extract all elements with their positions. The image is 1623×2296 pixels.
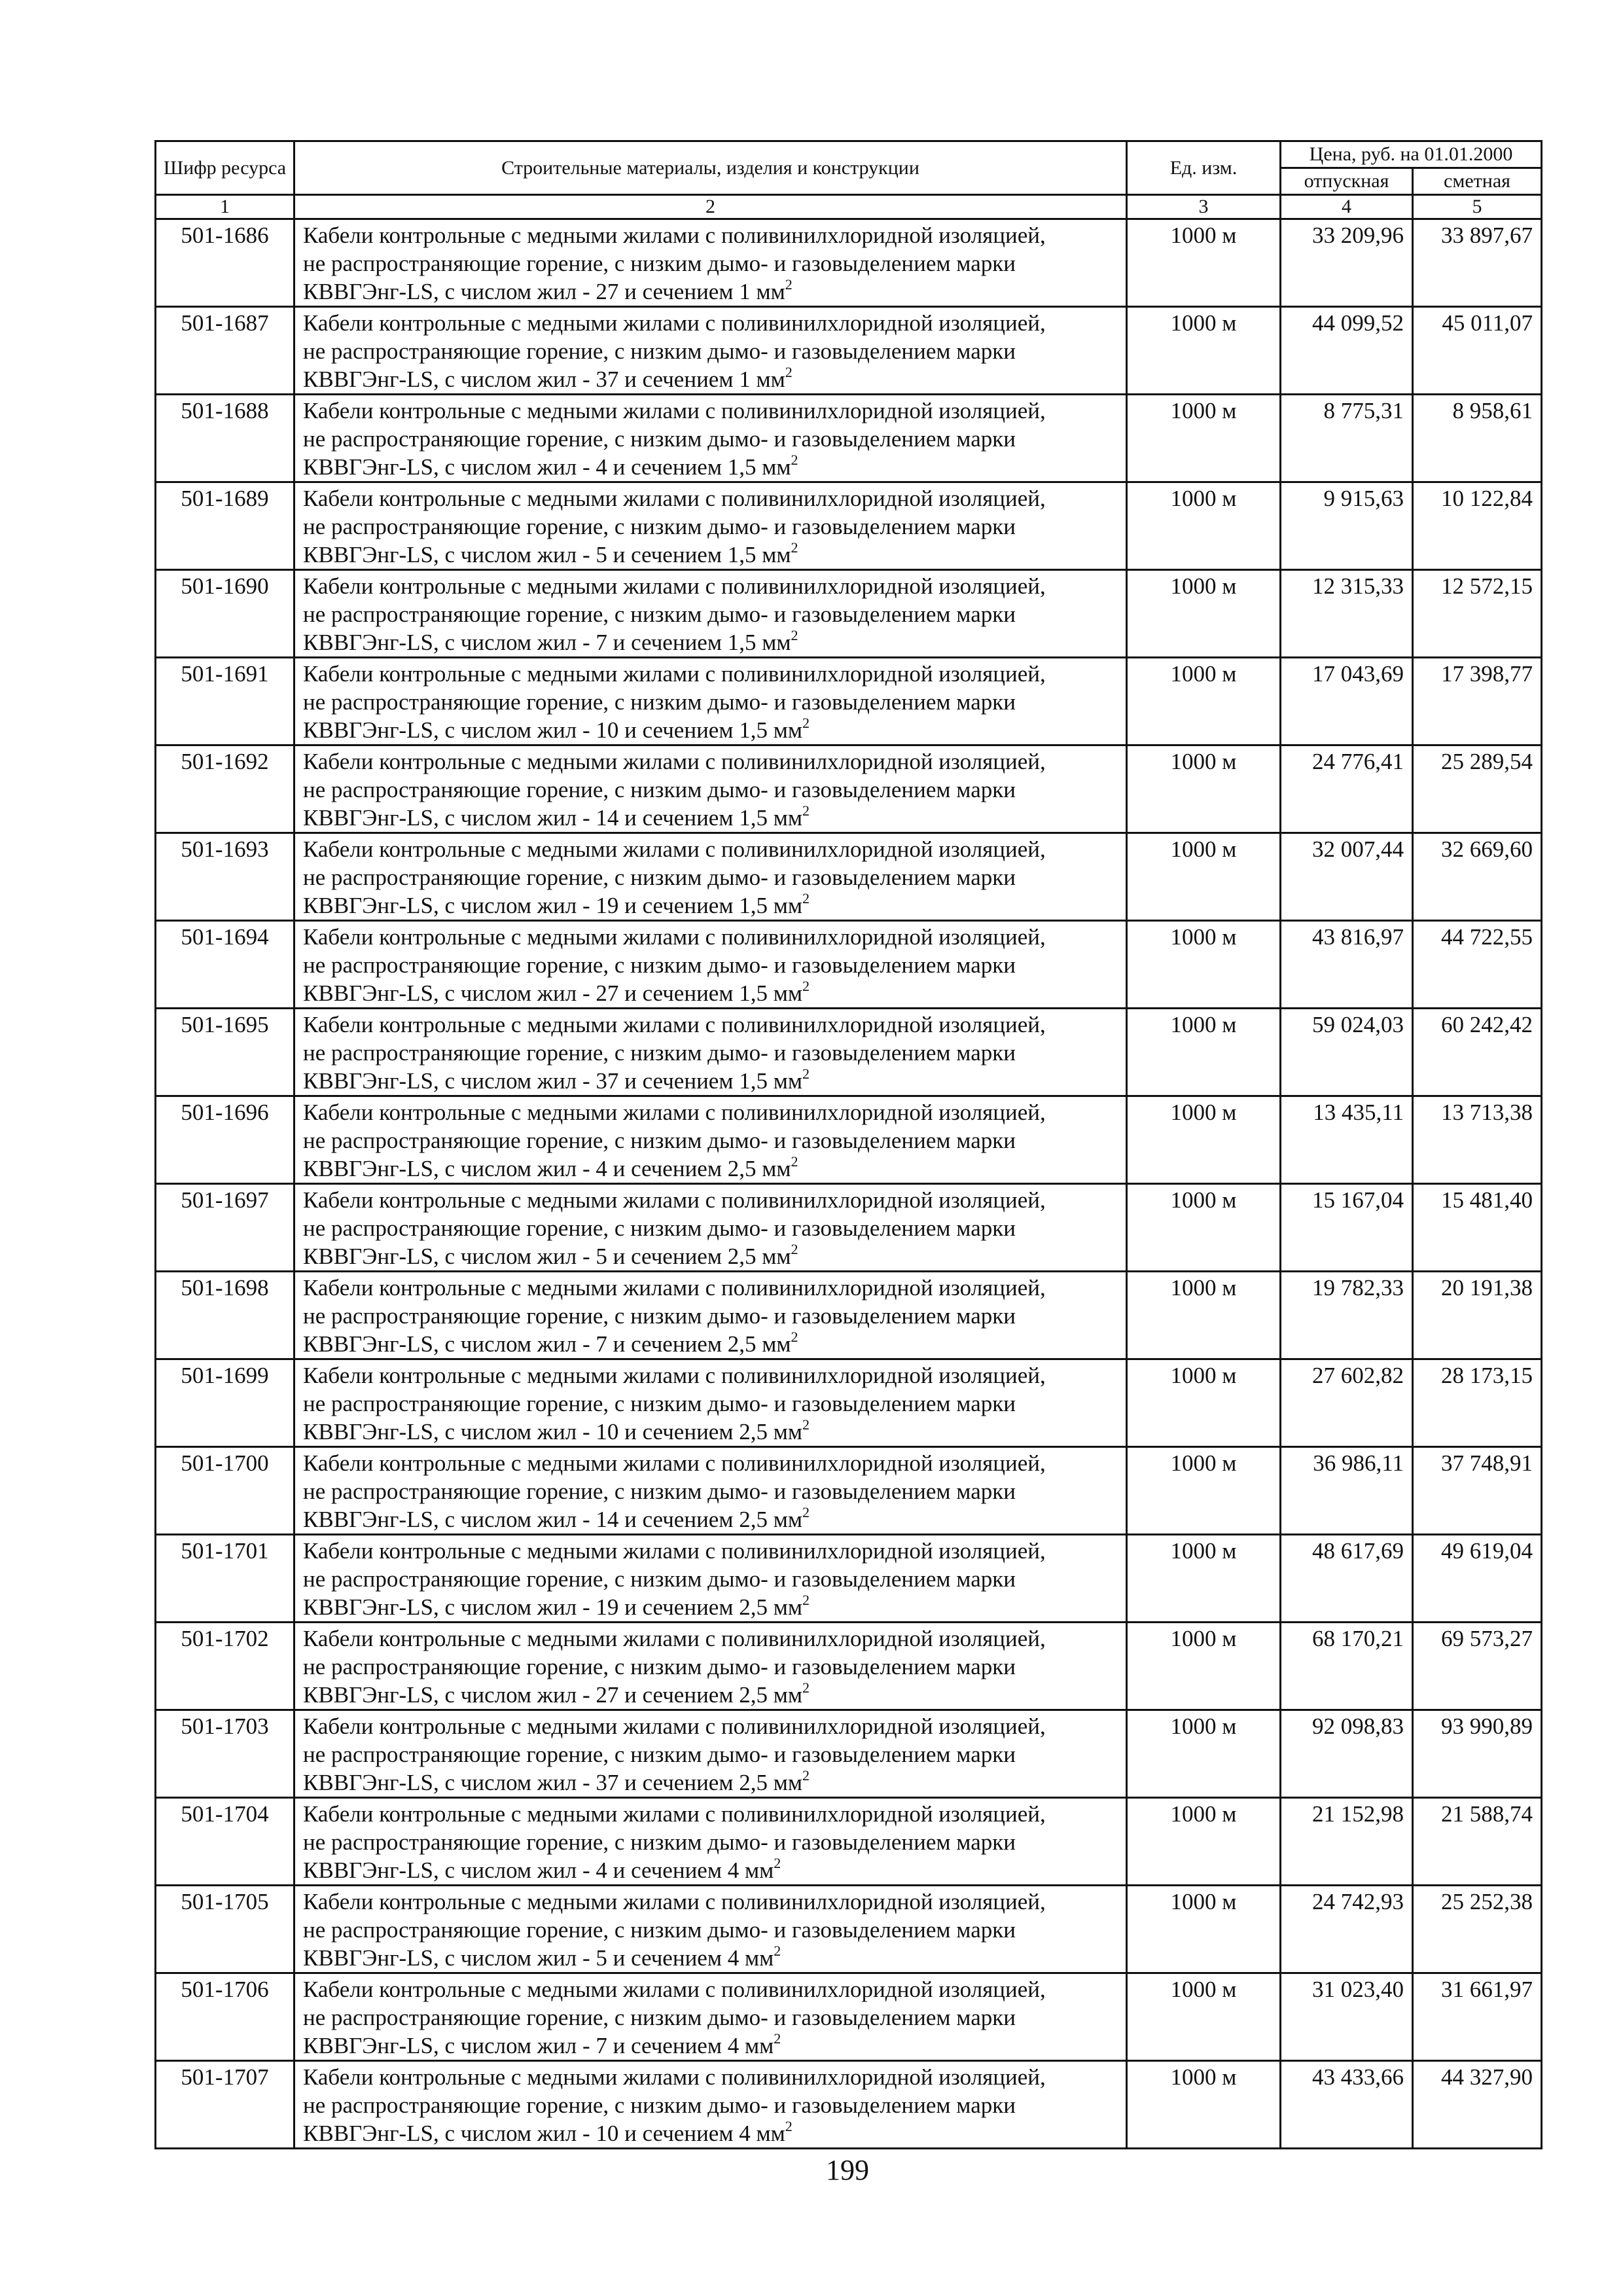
description-line: Кабели контрольные с медными жилами с поливинилхлоридной изоляцией, xyxy=(303,1626,1046,1651)
unit-of-measure: 1000 м xyxy=(1127,1447,1281,1535)
description-line: Кабели контрольные с медными жилами с поливинилхлоридной изоляцией, xyxy=(303,1012,1046,1037)
unit-of-measure: 1000 м xyxy=(1127,745,1281,833)
price-estimate: 20 191,38 xyxy=(1413,1272,1542,1359)
price-release: 13 435,11 xyxy=(1281,1096,1413,1184)
description-line-last xyxy=(303,278,1119,306)
material-description xyxy=(294,1886,1127,1973)
unit-of-measure: 1000 м xyxy=(1127,1272,1281,1359)
description-line-last xyxy=(303,2032,1119,2060)
resource-code: 501-1701 xyxy=(156,1535,294,1623)
unit-of-measure: 1000 м xyxy=(1127,1973,1281,2061)
price-estimate: 28 173,15 xyxy=(1413,1359,1542,1447)
price-release: 33 209,96 xyxy=(1281,219,1413,307)
unit-of-measure: 1000 м xyxy=(1127,1710,1281,1798)
price-estimate: 60 242,42 xyxy=(1413,1009,1542,1096)
description-line: не распространяющие горение, с низким дымо- и газовыделением марки xyxy=(303,2092,1016,2118)
description-line: не распространяющие горение, с низким дымо- и газовыделением марки xyxy=(303,1040,1016,1066)
description-text: КВВГЭнг-LS, с числом жил - 7 и сечением 4 мм xyxy=(303,2033,774,2058)
description-line: Кабели контрольные с медными жилами с поливинилхлоридной изоляцией, xyxy=(303,1538,1046,1564)
unit-superscript: 2 xyxy=(802,1066,810,1083)
material-description xyxy=(294,833,1127,921)
price-estimate: 37 748,91 xyxy=(1413,1447,1542,1535)
price-estimate: 93 990,89 xyxy=(1413,1710,1542,1798)
description-line: Кабели контрольные с медными жилами с поливинилхлоридной изоляцией, xyxy=(303,1801,1046,1827)
price-estimate: 45 011,07 xyxy=(1413,307,1542,395)
resource-code: 501-1696 xyxy=(156,1096,294,1184)
description-line: Кабели контрольные с медными жилами с поливинилхлоридной изоляцией, xyxy=(303,223,1046,248)
description-text: КВВГЭнг-LS, с числом жил - 5 и сечением 4 мм xyxy=(303,1945,774,1971)
material-description xyxy=(294,921,1127,1009)
description-line-last xyxy=(303,1330,1119,1358)
description-line: не распространяющие горение, с низким дымо- и газовыделением марки xyxy=(303,1391,1016,1416)
description-line: Кабели контрольные с медными жилами с поливинилхлоридной изоляцией, xyxy=(303,2064,1046,2090)
resource-code: 501-1691 xyxy=(156,658,294,745)
description-line: Кабели контрольные с медными жилами с поливинилхлоридной изоляцией, xyxy=(303,573,1046,599)
table-row xyxy=(156,921,1542,1009)
resource-code: 501-1699 xyxy=(156,1359,294,1447)
description-line-last xyxy=(303,891,1119,920)
unit-of-measure: 1000 м xyxy=(1127,2061,1281,2149)
material-description xyxy=(294,482,1127,570)
description-line: не распространяющие горение, с низким дымо- и газовыделением марки xyxy=(303,865,1016,890)
material-description xyxy=(294,1447,1127,1535)
resource-code: 501-1692 xyxy=(156,745,294,833)
material-description xyxy=(294,1623,1127,1710)
unit-superscript: 2 xyxy=(785,276,793,293)
description-line: не распространяющие горение, с низким дымо- и газовыделением марки xyxy=(303,777,1016,802)
description-line-last xyxy=(303,1856,1119,1884)
description-text: КВВГЭнг-LS, с числом жил - 14 и сечением 2,5 мм xyxy=(303,1507,803,1532)
description-line-last xyxy=(303,1155,1119,1183)
description-text: КВВГЭнг-LS, с числом жил - 7 и сечением 1,5 мм xyxy=(303,630,791,655)
material-description xyxy=(294,570,1127,658)
price-release: 36 986,11 xyxy=(1281,1447,1413,1535)
unit-superscript: 2 xyxy=(785,364,793,381)
unit-superscript: 2 xyxy=(802,890,810,907)
table-row xyxy=(156,1710,1542,1798)
description-line: Кабели контрольные с медными жилами с поливинилхлоридной изоляцией, xyxy=(303,398,1046,423)
table-row xyxy=(156,570,1542,658)
price-estimate: 33 897,67 xyxy=(1413,219,1542,307)
material-description xyxy=(294,1096,1127,1184)
material-description xyxy=(294,219,1127,307)
unit-superscript: 2 xyxy=(802,1416,810,1433)
material-description xyxy=(294,307,1127,395)
price-release: 68 170,21 xyxy=(1281,1623,1413,1710)
price-estimate: 10 122,84 xyxy=(1413,482,1542,570)
price-release: 43 433,66 xyxy=(1281,2061,1413,2149)
description-line: не распространяющие горение, с низким дымо- и газовыделением марки xyxy=(303,1654,1016,1679)
description-text: КВВГЭнг-LS, с числом жил - 7 и сечением 2,5 мм xyxy=(303,1331,791,1357)
resource-code: 501-1688 xyxy=(156,395,294,482)
price-estimate: 12 572,15 xyxy=(1413,570,1542,658)
resource-code: 501-1694 xyxy=(156,921,294,1009)
resource-code: 501-1700 xyxy=(156,1447,294,1535)
table-row xyxy=(156,1009,1542,1096)
header-col-number: 1 xyxy=(156,195,294,219)
price-release: 92 098,83 xyxy=(1281,1710,1413,1798)
header-code: Шифр ресурса xyxy=(156,141,294,195)
header-col-number: 5 xyxy=(1413,195,1542,219)
material-description xyxy=(294,745,1127,833)
description-text: КВВГЭнг-LS, с числом жил - 27 и сечением 1 мм xyxy=(303,279,785,304)
description-line: Кабели контрольные с медными жилами с поливинилхлоридной изоляцией, xyxy=(303,1889,1046,1914)
page-number: 199 xyxy=(826,2154,869,2186)
description-line-last xyxy=(303,628,1119,656)
unit-of-measure: 1000 м xyxy=(1127,482,1281,570)
description-line-last xyxy=(303,804,1119,832)
price-release: 59 024,03 xyxy=(1281,1009,1413,1096)
resource-code: 501-1693 xyxy=(156,833,294,921)
resource-code: 501-1702 xyxy=(156,1623,294,1710)
unit-superscript: 2 xyxy=(802,1679,810,1696)
table-row xyxy=(156,1096,1542,1184)
description-line: Кабели контрольные с медными жилами с поливинилхлоридной изоляцией, xyxy=(303,661,1046,687)
price-release: 24 742,93 xyxy=(1281,1886,1413,1973)
unit-superscript: 2 xyxy=(791,1153,798,1170)
header-price-estimate: сметная xyxy=(1413,168,1542,195)
material-description xyxy=(294,1973,1127,2061)
resource-code: 501-1707 xyxy=(156,2061,294,2149)
description-text: КВВГЭнг-LS, с числом жил - 4 и сечением 4 мм xyxy=(303,1857,774,1883)
unit-superscript: 2 xyxy=(791,1241,798,1258)
table-row xyxy=(156,1798,1542,1886)
description-text: КВВГЭнг-LS, с числом жил - 27 и сечением 1,5 мм xyxy=(303,980,803,1006)
description-line: не распространяющие горение, с низким дымо- и газовыделением марки xyxy=(303,1917,1016,1943)
description-line: Кабели контрольные с медными жилами с поливинилхлоридной изоляцией, xyxy=(303,486,1046,511)
description-text: КВВГЭнг-LS, с числом жил - 37 и сечением 1 мм xyxy=(303,367,785,392)
description-line-last xyxy=(303,1242,1119,1270)
resource-code: 501-1704 xyxy=(156,1798,294,1886)
price-estimate: 31 661,97 xyxy=(1413,1973,1542,2061)
resource-code: 501-1689 xyxy=(156,482,294,570)
description-text: КВВГЭнг-LS, с числом жил - 10 и сечением 4 мм xyxy=(303,2121,785,2146)
resource-code: 501-1703 xyxy=(156,1710,294,1798)
material-description xyxy=(294,1535,1127,1623)
resource-code: 501-1695 xyxy=(156,1009,294,1096)
resource-code: 501-1705 xyxy=(156,1886,294,1973)
table-row xyxy=(156,658,1542,745)
price-release: 32 007,44 xyxy=(1281,833,1413,921)
header-unit: Ед. изм. xyxy=(1127,141,1281,195)
description-line: не распространяющие горение, с низким дымо- и газовыделением марки xyxy=(303,1479,1016,1504)
description-line-last xyxy=(303,979,1119,1007)
table-row xyxy=(156,1886,1542,1973)
description-line: Кабели контрольные с медными жилами с поливинилхлоридной изоляцией, xyxy=(303,1977,1046,2002)
description-line-last xyxy=(303,1944,1119,1972)
header-price-release: отпускная xyxy=(1281,168,1413,195)
unit-of-measure: 1000 м xyxy=(1127,1359,1281,1447)
unit-superscript: 2 xyxy=(774,2030,781,2047)
resource-code: 501-1698 xyxy=(156,1272,294,1359)
material-description xyxy=(294,1710,1127,1798)
material-description xyxy=(294,1184,1127,1272)
unit-of-measure: 1000 м xyxy=(1127,658,1281,745)
unit-of-measure: 1000 м xyxy=(1127,1096,1281,1184)
table-row xyxy=(156,1447,1542,1535)
price-release: 48 617,69 xyxy=(1281,1535,1413,1623)
table-row xyxy=(156,2061,1542,2149)
description-text: КВВГЭнг-LS, с числом жил - 10 и сечением 1,5 мм xyxy=(303,717,803,743)
price-estimate: 44 722,55 xyxy=(1413,921,1542,1009)
description-line: Кабели контрольные с медными жилами с поливинилхлоридной изоляцией, xyxy=(303,1100,1046,1125)
description-text: КВВГЭнг-LS, с числом жил - 10 и сечением 2,5 мм xyxy=(303,1419,803,1444)
description-line-last xyxy=(303,1768,1119,1797)
description-line-last xyxy=(303,2119,1119,2147)
material-description xyxy=(294,395,1127,482)
description-line-last xyxy=(303,365,1119,393)
description-text: КВВГЭнг-LS, с числом жил - 5 и сечением 2,5 мм xyxy=(303,1244,791,1269)
unit-superscript: 2 xyxy=(791,452,798,469)
price-release: 44 099,52 xyxy=(1281,307,1413,395)
unit-superscript: 2 xyxy=(791,1329,798,1346)
material-description xyxy=(294,1798,1127,1886)
table-row xyxy=(156,1272,1542,1359)
header-col-number: 3 xyxy=(1127,195,1281,219)
description-line: не распространяющие горение, с низким дымо- и газовыделением марки xyxy=(303,514,1016,539)
material-description xyxy=(294,1009,1127,1096)
material-description xyxy=(294,1359,1127,1447)
price-estimate: 49 619,04 xyxy=(1413,1535,1542,1623)
table-row xyxy=(156,219,1542,307)
price-release: 15 167,04 xyxy=(1281,1184,1413,1272)
unit-of-measure: 1000 м xyxy=(1127,1184,1281,1272)
header-col-number: 4 xyxy=(1281,195,1413,219)
resource-code: 501-1686 xyxy=(156,219,294,307)
price-estimate: 25 252,38 xyxy=(1413,1886,1542,1973)
unit-superscript: 2 xyxy=(802,715,810,732)
unit-superscript: 2 xyxy=(774,1943,781,1960)
table-row xyxy=(156,1535,1542,1623)
price-estimate: 17 398,77 xyxy=(1413,658,1542,745)
table-row xyxy=(156,482,1542,570)
price-estimate: 44 327,90 xyxy=(1413,2061,1542,2149)
description-line: Кабели контрольные с медными жилами с поливинилхлоридной изоляцией, xyxy=(303,1363,1046,1388)
unit-superscript: 2 xyxy=(785,2118,793,2135)
price-release: 12 315,33 xyxy=(1281,570,1413,658)
unit-of-measure: 1000 м xyxy=(1127,1623,1281,1710)
resource-code: 501-1706 xyxy=(156,1973,294,2061)
description-line: не распространяющие горение, с низким дымо- и газовыделением марки xyxy=(303,1742,1016,1767)
description-line-last xyxy=(303,1681,1119,1709)
description-line: не распространяющие горение, с низким дымо- и газовыделением марки xyxy=(303,2005,1016,2030)
description-text: КВВГЭнг-LS, с числом жил - 19 и сечением 2,5 мм xyxy=(303,1594,803,1620)
table-body xyxy=(156,219,1542,2149)
description-line-last xyxy=(303,1418,1119,1446)
unit-of-measure: 1000 м xyxy=(1127,219,1281,307)
unit-of-measure: 1000 м xyxy=(1127,570,1281,658)
description-text: КВВГЭнг-LS, с числом жил - 14 и сечением 1,5 мм xyxy=(303,805,803,831)
description-text: КВВГЭнг-LS, с числом жил - 27 и сечением 2,5 мм xyxy=(303,1682,803,1708)
unit-of-measure: 1000 м xyxy=(1127,395,1281,482)
table-row xyxy=(156,307,1542,395)
description-line-last xyxy=(303,453,1119,481)
description-line-last xyxy=(303,1505,1119,1534)
price-estimate: 13 713,38 xyxy=(1413,1096,1542,1184)
description-line: Кабели контрольные с медными жилами с поливинилхлоридной изоляцией, xyxy=(303,749,1046,774)
table-row xyxy=(156,1973,1542,2061)
material-description xyxy=(294,2061,1127,2149)
price-release: 17 043,69 xyxy=(1281,658,1413,745)
resource-code: 501-1690 xyxy=(156,570,294,658)
table-row xyxy=(156,1359,1542,1447)
table-row xyxy=(156,745,1542,833)
description-text: КВВГЭнг-LS, с числом жил - 37 и сечением 1,5 мм xyxy=(303,1068,803,1094)
header-col-number: 2 xyxy=(294,195,1127,219)
description-line: не распространяющие горение, с низким дымо- и газовыделением марки xyxy=(303,1566,1016,1592)
table-row xyxy=(156,395,1542,482)
unit-superscript: 2 xyxy=(802,1592,810,1609)
description-line-last xyxy=(303,541,1119,569)
description-line-last xyxy=(303,716,1119,744)
price-estimate: 21 588,74 xyxy=(1413,1798,1542,1886)
description-line: не распространяющие горение, с низким дымо- и газовыделением марки xyxy=(303,251,1016,276)
unit-of-measure: 1000 м xyxy=(1127,1009,1281,1096)
description-line: Кабели контрольные с медными жилами с поливинилхлоридной изоляцией, xyxy=(303,310,1046,336)
unit-of-measure: 1000 м xyxy=(1127,1535,1281,1623)
description-line: не распространяющие горение, с низким дымо- и газовыделением марки xyxy=(303,1303,1016,1329)
description-line: не распространяющие горение, с низким дымо- и газовыделением марки xyxy=(303,689,1016,715)
table-header xyxy=(156,141,1542,219)
price-release: 9 915,63 xyxy=(1281,482,1413,570)
description-line: Кабели контрольные с медными жилами с поливинилхлоридной изоляцией, xyxy=(303,836,1046,862)
description-line-last xyxy=(303,1593,1119,1621)
price-release: 21 152,98 xyxy=(1281,1798,1413,1886)
header-price-group: Цена, руб. на 01.01.2000 xyxy=(1281,141,1542,168)
unit-superscript: 2 xyxy=(802,978,810,995)
unit-superscript: 2 xyxy=(802,802,810,819)
price-estimate: 69 573,27 xyxy=(1413,1623,1542,1710)
price-release: 43 816,97 xyxy=(1281,921,1413,1009)
description-line: не распространяющие горение, с низким дымо- и газовыделением марки xyxy=(303,601,1016,627)
description-line: Кабели контрольные с медными жилами с поливинилхлоридной изоляцией, xyxy=(303,1187,1046,1213)
unit-of-measure: 1000 м xyxy=(1127,921,1281,1009)
price-release: 19 782,33 xyxy=(1281,1272,1413,1359)
unit-superscript: 2 xyxy=(802,1767,810,1784)
resource-code: 501-1697 xyxy=(156,1184,294,1272)
description-line: не распространяющие горение, с низким дымо- и газовыделением марки xyxy=(303,952,1016,978)
price-estimate: 25 289,54 xyxy=(1413,745,1542,833)
description-line: Кабели контрольные с медными жилами с поливинилхлоридной изоляцией, xyxy=(303,1713,1046,1739)
price-release: 8 775,31 xyxy=(1281,395,1413,482)
description-line: не распространяющие горение, с низким дымо- и газовыделением марки xyxy=(303,1128,1016,1153)
price-release: 27 602,82 xyxy=(1281,1359,1413,1447)
description-line: не распространяющие горение, с низким дымо- и газовыделением марки xyxy=(303,1829,1016,1855)
price-estimate: 32 669,60 xyxy=(1413,833,1542,921)
description-line: Кабели контрольные с медными жилами с поливинилхлоридной изоляцией, xyxy=(303,1450,1046,1476)
description-line: не распространяющие горение, с низким дымо- и газовыделением марки xyxy=(303,426,1016,452)
unit-of-measure: 1000 м xyxy=(1127,833,1281,921)
material-description xyxy=(294,1272,1127,1359)
description-text: КВВГЭнг-LS, с числом жил - 37 и сечением 2,5 мм xyxy=(303,1770,803,1795)
description-line: не распространяющие горение, с низким дымо- и газовыделением марки xyxy=(303,338,1016,364)
price-table xyxy=(154,140,1543,2149)
description-line: не распространяющие горение, с низким дымо- и газовыделением марки xyxy=(303,1215,1016,1241)
price-estimate: 15 481,40 xyxy=(1413,1184,1542,1272)
unit-of-measure: 1000 м xyxy=(1127,1798,1281,1886)
description-text: КВВГЭнг-LS, с числом жил - 4 и сечением 1,5 мм xyxy=(303,454,791,480)
table-row xyxy=(156,1623,1542,1710)
resource-code: 501-1687 xyxy=(156,307,294,395)
description-line-last xyxy=(303,1067,1119,1095)
table-row xyxy=(156,833,1542,921)
description-text: КВВГЭнг-LS, с числом жил - 19 и сечением 1,5 мм xyxy=(303,893,803,918)
unit-superscript: 2 xyxy=(791,627,798,644)
description-line: Кабели контрольные с медными жилами с поливинилхлоридной изоляцией, xyxy=(303,1275,1046,1300)
price-release: 31 023,40 xyxy=(1281,1973,1413,2061)
unit-of-measure: 1000 м xyxy=(1127,307,1281,395)
price-release: 24 776,41 xyxy=(1281,745,1413,833)
unit-of-measure: 1000 м xyxy=(1127,1886,1281,1973)
description-text: КВВГЭнг-LS, с числом жил - 5 и сечением 1,5 мм xyxy=(303,542,791,567)
unit-superscript: 2 xyxy=(791,539,798,556)
material-description xyxy=(294,658,1127,745)
description-line: Кабели контрольные с медными жилами с поливинилхлоридной изоляцией, xyxy=(303,924,1046,950)
price-estimate: 8 958,61 xyxy=(1413,395,1542,482)
description-text: КВВГЭнг-LS, с числом жил - 4 и сечением 2,5 мм xyxy=(303,1156,791,1181)
unit-superscript: 2 xyxy=(774,1855,781,1872)
table-row xyxy=(156,1184,1542,1272)
header-name: Строительные материалы, изделия и конструкции xyxy=(294,141,1127,195)
unit-superscript: 2 xyxy=(802,1504,810,1521)
